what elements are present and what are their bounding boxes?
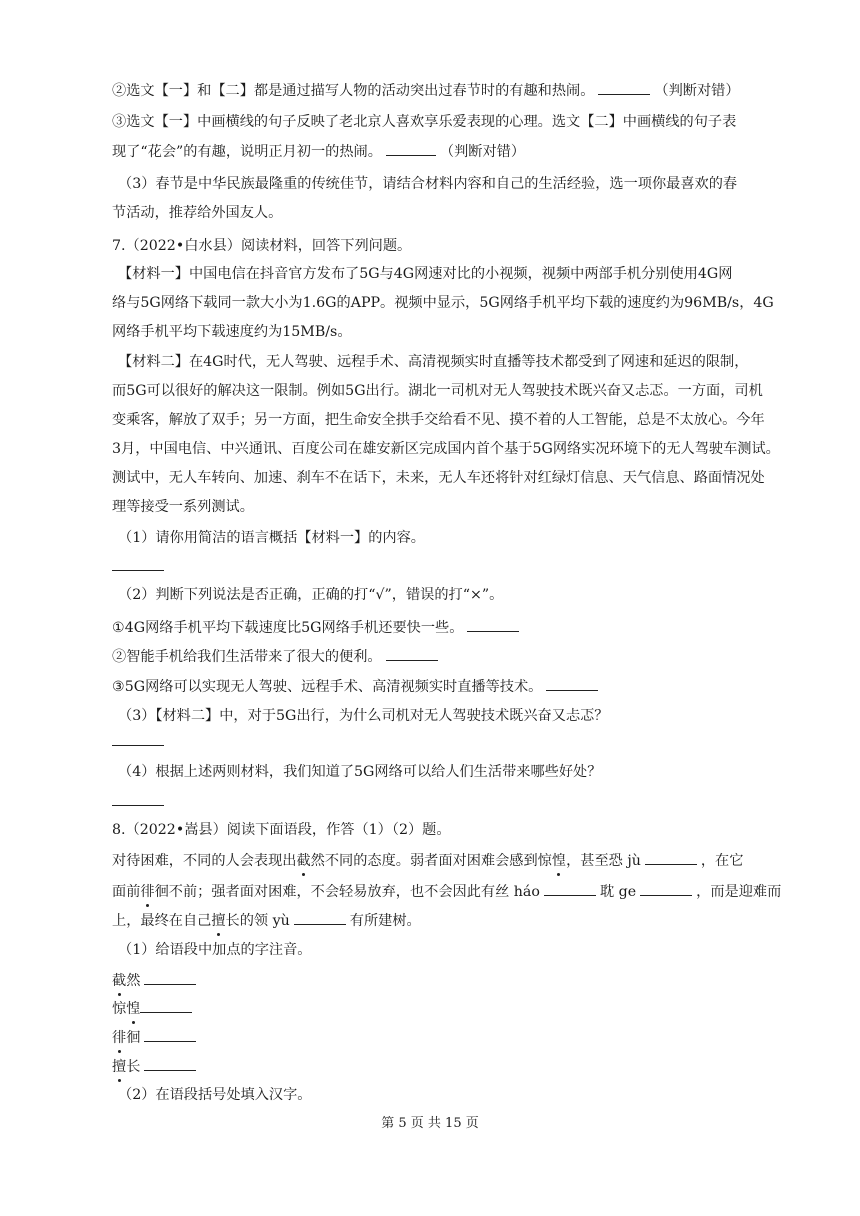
answer-blank[interactable] [112, 805, 164, 806]
answer-blank[interactable] [386, 141, 436, 156]
answer-blank[interactable] [467, 617, 519, 632]
q7-sub2-item1 [112, 617, 780, 638]
q7-material2-line3: 变乘客，解放了双手；另一方面，把生命安全拱手交给看不见、摸不着的人工智能，总是不太放心。今年 [112, 412, 765, 428]
q7-sub2-item2-text: ②智能手机给我们生活带来了很大的便利。 [112, 649, 382, 665]
answer-blank[interactable] [294, 910, 346, 925]
answer-blank[interactable] [112, 570, 164, 571]
passage-text: 对待困难，不同的人会表现出 [112, 853, 297, 869]
passage-text: 有所建树。 [349, 913, 421, 929]
q7-material1-line2: 络与5G网络下载同一款大小为1.6G的APP。视频中显示，5G网络手机平均下载的速度约为96MB/s，4G [112, 295, 774, 311]
word-text: 惊 [112, 1001, 127, 1017]
q7-material2-line4: 3月，中国电信、中兴通讯、百度公司在雄安新区完成国内首个基于5G网络实况环境下的无人驾驶车测试。 [112, 441, 780, 457]
dotted-char: 截 [296, 853, 311, 869]
answer-blank[interactable] [144, 1056, 196, 1071]
passage-text: 耽 ge [599, 884, 637, 900]
dotted-char: 截 [112, 973, 127, 989]
answer-blank[interactable] [645, 850, 697, 865]
passage-text: 徊不前；强者面对困难，不会轻易放弃，也不会因此有丝 háo [154, 884, 540, 900]
answer-blank[interactable] [544, 881, 596, 896]
q7-title: 7.（2022•白水县）阅读材料，回答下列问题。 [112, 238, 412, 254]
q8-passage-line3 [112, 910, 780, 931]
q6-item2 [112, 80, 780, 101]
answer-blank[interactable] [386, 646, 438, 661]
q6-item3-text: 现了“花会”的有趣，说明正月初一的热闹。 [112, 144, 382, 160]
q7-sub2-item3 [112, 676, 780, 697]
answer-blank[interactable] [112, 745, 164, 746]
q8-word2 [112, 998, 780, 1019]
q7-sub3: （3）【材料二】中，对于5G出行，为什么司机对无人驾驶技术既兴奋又忐忑？ [118, 708, 609, 724]
q8-word3 [112, 1027, 780, 1048]
q8-word4 [112, 1056, 780, 1077]
passage-text: 长的领 yù [225, 913, 290, 929]
passage-text: 然不同的态度。弱者面对困难会感到惊 [310, 853, 552, 869]
q7-material1-line1: 【材料一】中国电信在抖音官方发布了5G与4G网速对比的小视频，视频中两部手机分别使用4G网 [118, 266, 733, 282]
answer-blank[interactable] [598, 80, 650, 95]
dotted-char: 惶 [551, 853, 567, 869]
q7-material1-line3: 网络手机平均下载速度约为15MB/s。 [112, 324, 352, 340]
dotted-char: 惶 [126, 1001, 141, 1017]
q7-material2-line2: 而5G可以很好的解决这一限制。例如5G出行。湖北一司机对无人驾驶技术既兴奋又忐忑。一方面，司机 [112, 383, 763, 399]
q7-sub2-item1-text: ①4G网络手机平均下载速度比5G网络手机还要快一些。 [112, 620, 464, 636]
q8-sub1: （1）给语段中加点的字注音。 [118, 942, 312, 958]
answer-blank[interactable] [546, 676, 598, 691]
answer-blank[interactable] [140, 998, 192, 1013]
q8-sub2: （2）在语段括号处填入汉字。 [118, 1087, 312, 1103]
q6-sub3-line2: 节活动，推荐给外国友人。 [112, 205, 283, 221]
q7-material2-line6: 理等接受一系列测试。 [112, 499, 254, 515]
q7-sub2-item2 [112, 646, 780, 667]
q6-item2-text: ②选文【一】和【二】都是通过描写人物的活动突出过春节时的有趣和热闹。 [112, 83, 595, 99]
word-text: 徊 [126, 1030, 141, 1046]
q8-title: 8.（2022•嵩县）阅读下面语段，作答（1）（2）题。 [112, 822, 451, 838]
word-text: 然 [126, 973, 141, 989]
dotted-char: 徘 [112, 1030, 127, 1046]
q6-item3-line2 [112, 141, 780, 162]
page-footer: 第 5 页 共 15 页 [381, 1116, 479, 1131]
dotted-char: 擅 [112, 1059, 127, 1075]
q8-word1 [112, 970, 780, 991]
dotted-char: 擅 [211, 913, 226, 929]
passage-text: ，而是迎难而 [696, 884, 782, 900]
q6-sub3-line1: （3）春节是中华民族最隆重的传统佳节，请结合材料内容和自己的生活经验，选一项你最喜欢的春 [118, 176, 738, 192]
q8-passage-line2 [112, 881, 780, 902]
q7-sub4: （4）根据上述两则材料，我们知道了5G网络可以给人们生活带来哪些好处？ [118, 764, 602, 780]
passage-text: ，甚至恐 jù [566, 853, 641, 869]
judge-hint: （判断对错） [439, 144, 526, 160]
word-text: 长 [126, 1059, 141, 1075]
passage-text: ，在它 [700, 853, 744, 869]
q8-passage-line1 [112, 850, 780, 871]
judge-hint: （判断对错） [654, 83, 740, 99]
q7-sub1: （1）请你用简洁的语言概括【材料一】的内容。 [118, 530, 425, 546]
q7-material2-line1: 【材料二】在4G时代，无人驾驶、远程手术、高清视频实时直播等技术都受到了网速和延迟的限制， [118, 354, 749, 370]
q7-sub2: （2）判断下列说法是否正确，正确的打“√”，错误的打“×”。 [118, 587, 504, 603]
passage-text: 面前 [112, 884, 141, 900]
q7-material2-line5: 测试中，无人车转向、加速、刹车不在话下，未来，无人车还将针对红绿灯信息、天气信息、路面情况处 [112, 470, 765, 486]
q6-item3-line1: ③选文【一】中画横线的句子反映了老北京人喜欢享乐爱表现的心理。选文【二】中画横线的句子表 [112, 114, 737, 130]
passage-text: 上，最终在自己 [112, 913, 212, 929]
answer-blank[interactable] [640, 881, 692, 896]
answer-blank[interactable] [144, 970, 196, 985]
dotted-char: 徘 [140, 884, 155, 900]
q7-sub2-item3-text: ③5G网络可以实现无人驾驶、远程手术、高清视频实时直播等技术。 [112, 679, 543, 695]
answer-blank[interactable] [144, 1027, 196, 1042]
